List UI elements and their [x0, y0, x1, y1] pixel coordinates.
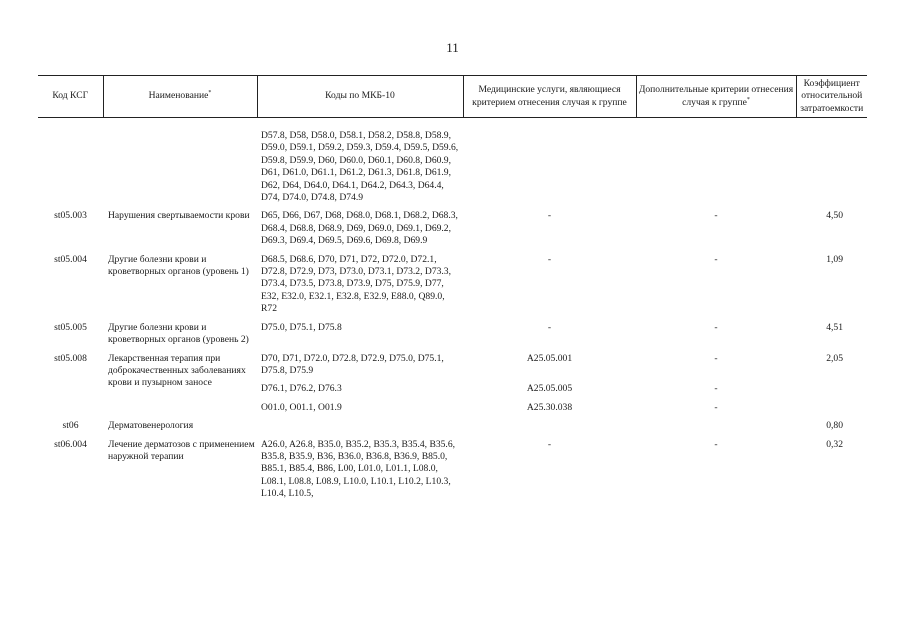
coefficient: 0,80 — [826, 420, 843, 432]
coefficient: 4,51 — [826, 321, 843, 333]
ksg-name: Дерматовенерология — [108, 420, 194, 432]
table-row — [38, 439, 867, 501]
criteria: - — [714, 321, 718, 333]
service-code: - — [547, 438, 552, 450]
table-header-row — [38, 76, 867, 118]
ksg-table — [38, 75, 867, 501]
mkb-codes: A26.0, A26.8, B35.0, B35.2, B35.3, B35.4, B35.6, B35.8, B35.9, B36, B36.0, B36.8, B36.9, B85.0, B85.1, B85.4, B86, L00, L01.0, L01.1, L08.0, L08.1, L08.8, L08.9, L10.0, L10.1, L10.2, L10.3, L10.4, L10.5, — [261, 438, 456, 500]
ksg-name: Другие болезни крови и кроветворных органов (уровень 1) — [108, 253, 249, 278]
table-row — [38, 420, 867, 432]
header-name: Наименование* — [103, 76, 257, 118]
criteria: - — [714, 401, 718, 413]
service-code: - — [547, 321, 552, 333]
ksg-name: Другие болезни крови и кроветворных органов (уровень 2) — [108, 321, 249, 346]
header-code: Код КСГ — [38, 76, 103, 118]
table-row — [38, 353, 867, 378]
service-code: - — [547, 253, 552, 265]
criteria: - — [714, 210, 718, 222]
criteria: - — [714, 438, 718, 450]
service-code: A25.05.001 — [526, 352, 573, 364]
ksg-code: st05.008 — [54, 352, 87, 364]
footnote-mark: * — [746, 96, 750, 103]
coefficient: 0,32 — [826, 438, 843, 450]
criteria: - — [714, 253, 718, 265]
service-code — [463, 130, 636, 204]
mkb-codes — [257, 420, 463, 432]
criteria — [636, 130, 796, 204]
coefficient: 1,09 — [826, 253, 843, 265]
page-number: 11 — [446, 40, 459, 55]
table-row — [38, 130, 867, 204]
criteria — [636, 420, 796, 432]
header-services: Медицинские услуги, являющиеся критерием отнесения случая к группе — [463, 76, 636, 118]
criteria: - — [714, 352, 718, 364]
mkb-codes: D68.5, D68.6, D70, D71, D72, D72.0, D72.1, D72.8, D72.9, D73, D73.0, D73.1, D73.2, D73.3, D73.4, D73.5, D73.8, D73.9, D75, D75.9, D77, E32, E32.0, E32.1, E32.8, E32.9, E88.0, Q89.0, R72 — [261, 253, 452, 315]
criteria: - — [714, 383, 718, 395]
table-row — [38, 322, 867, 347]
mkb-codes: D65, D66, D67, D68, D68.0, D68.1, D68.2, D68.3, D68.4, D68.8, D68.9, D69, D69.0, D69.1, D69.2, D69.3, D69.4, D69.5, D69.6, D69.8, D69.9 — [261, 210, 458, 247]
ksg-code: st05.005 — [54, 321, 87, 333]
ksg-name: Нарушения свертываемости крови — [108, 210, 250, 222]
ksg-name: Лечение дерматозов с применением наружной терапии — [108, 438, 255, 462]
ksg-code — [38, 130, 103, 204]
service-code: - — [547, 210, 552, 222]
mkb-codes: D76.1, D76.2, D76.3 — [261, 383, 342, 395]
mkb-codes: O01.0, O01.1, O01.9 — [261, 401, 342, 413]
ksg-code: st05.003 — [54, 210, 87, 222]
header-mkb: Коды по МКБ-10 — [257, 76, 463, 118]
ksg-code: st06.004 — [54, 438, 87, 450]
service-code: A25.05.005 — [526, 383, 573, 395]
ksg-code: st05.004 — [54, 253, 87, 265]
table-row — [38, 210, 867, 247]
coefficient: 2,05 — [826, 352, 843, 364]
header-coef: Коэффициент относительной затратоемкости — [796, 76, 867, 118]
ksg-name: Лекарственная терапия при доброкачественных заболеваниях крови и пузырном заносе — [108, 352, 246, 389]
mkb-codes: D70, D71, D72.0, D72.8, D72.9, D75.0, D75.1, D75.8, D75.9 — [261, 352, 444, 376]
table-row — [38, 254, 867, 316]
service-code: A25.30.038 — [526, 401, 573, 413]
coefficient — [796, 130, 867, 204]
header-criteria: Дополнительные критерии отнесения случая к группе* — [636, 76, 796, 118]
ksg-name — [103, 130, 257, 204]
service-code — [463, 420, 636, 432]
footnote-mark: * — [208, 90, 212, 97]
coefficient: 4,50 — [826, 210, 843, 222]
mkb-codes: D75.0, D75.1, D75.8 — [261, 321, 342, 333]
ksg-code: st06 — [62, 420, 79, 432]
mkb-codes: D57.8, D58, D58.0, D58.1, D58.2, D58.8, D58.9, D59.0, D59.1, D59.2, D59.3, D59.4, D59.5, D59.6, D59.8, D59.9, D60, D60.0, D60.1, D60.8, D60.9, D61, D61.0, D61.1, D61.2, D61.3, D61.8, D61.9, D62, D64, D64.0, D64.1, D64.2, D64.3, D64.4, D74, D74.0, D74.8, D74.9 — [261, 130, 459, 204]
